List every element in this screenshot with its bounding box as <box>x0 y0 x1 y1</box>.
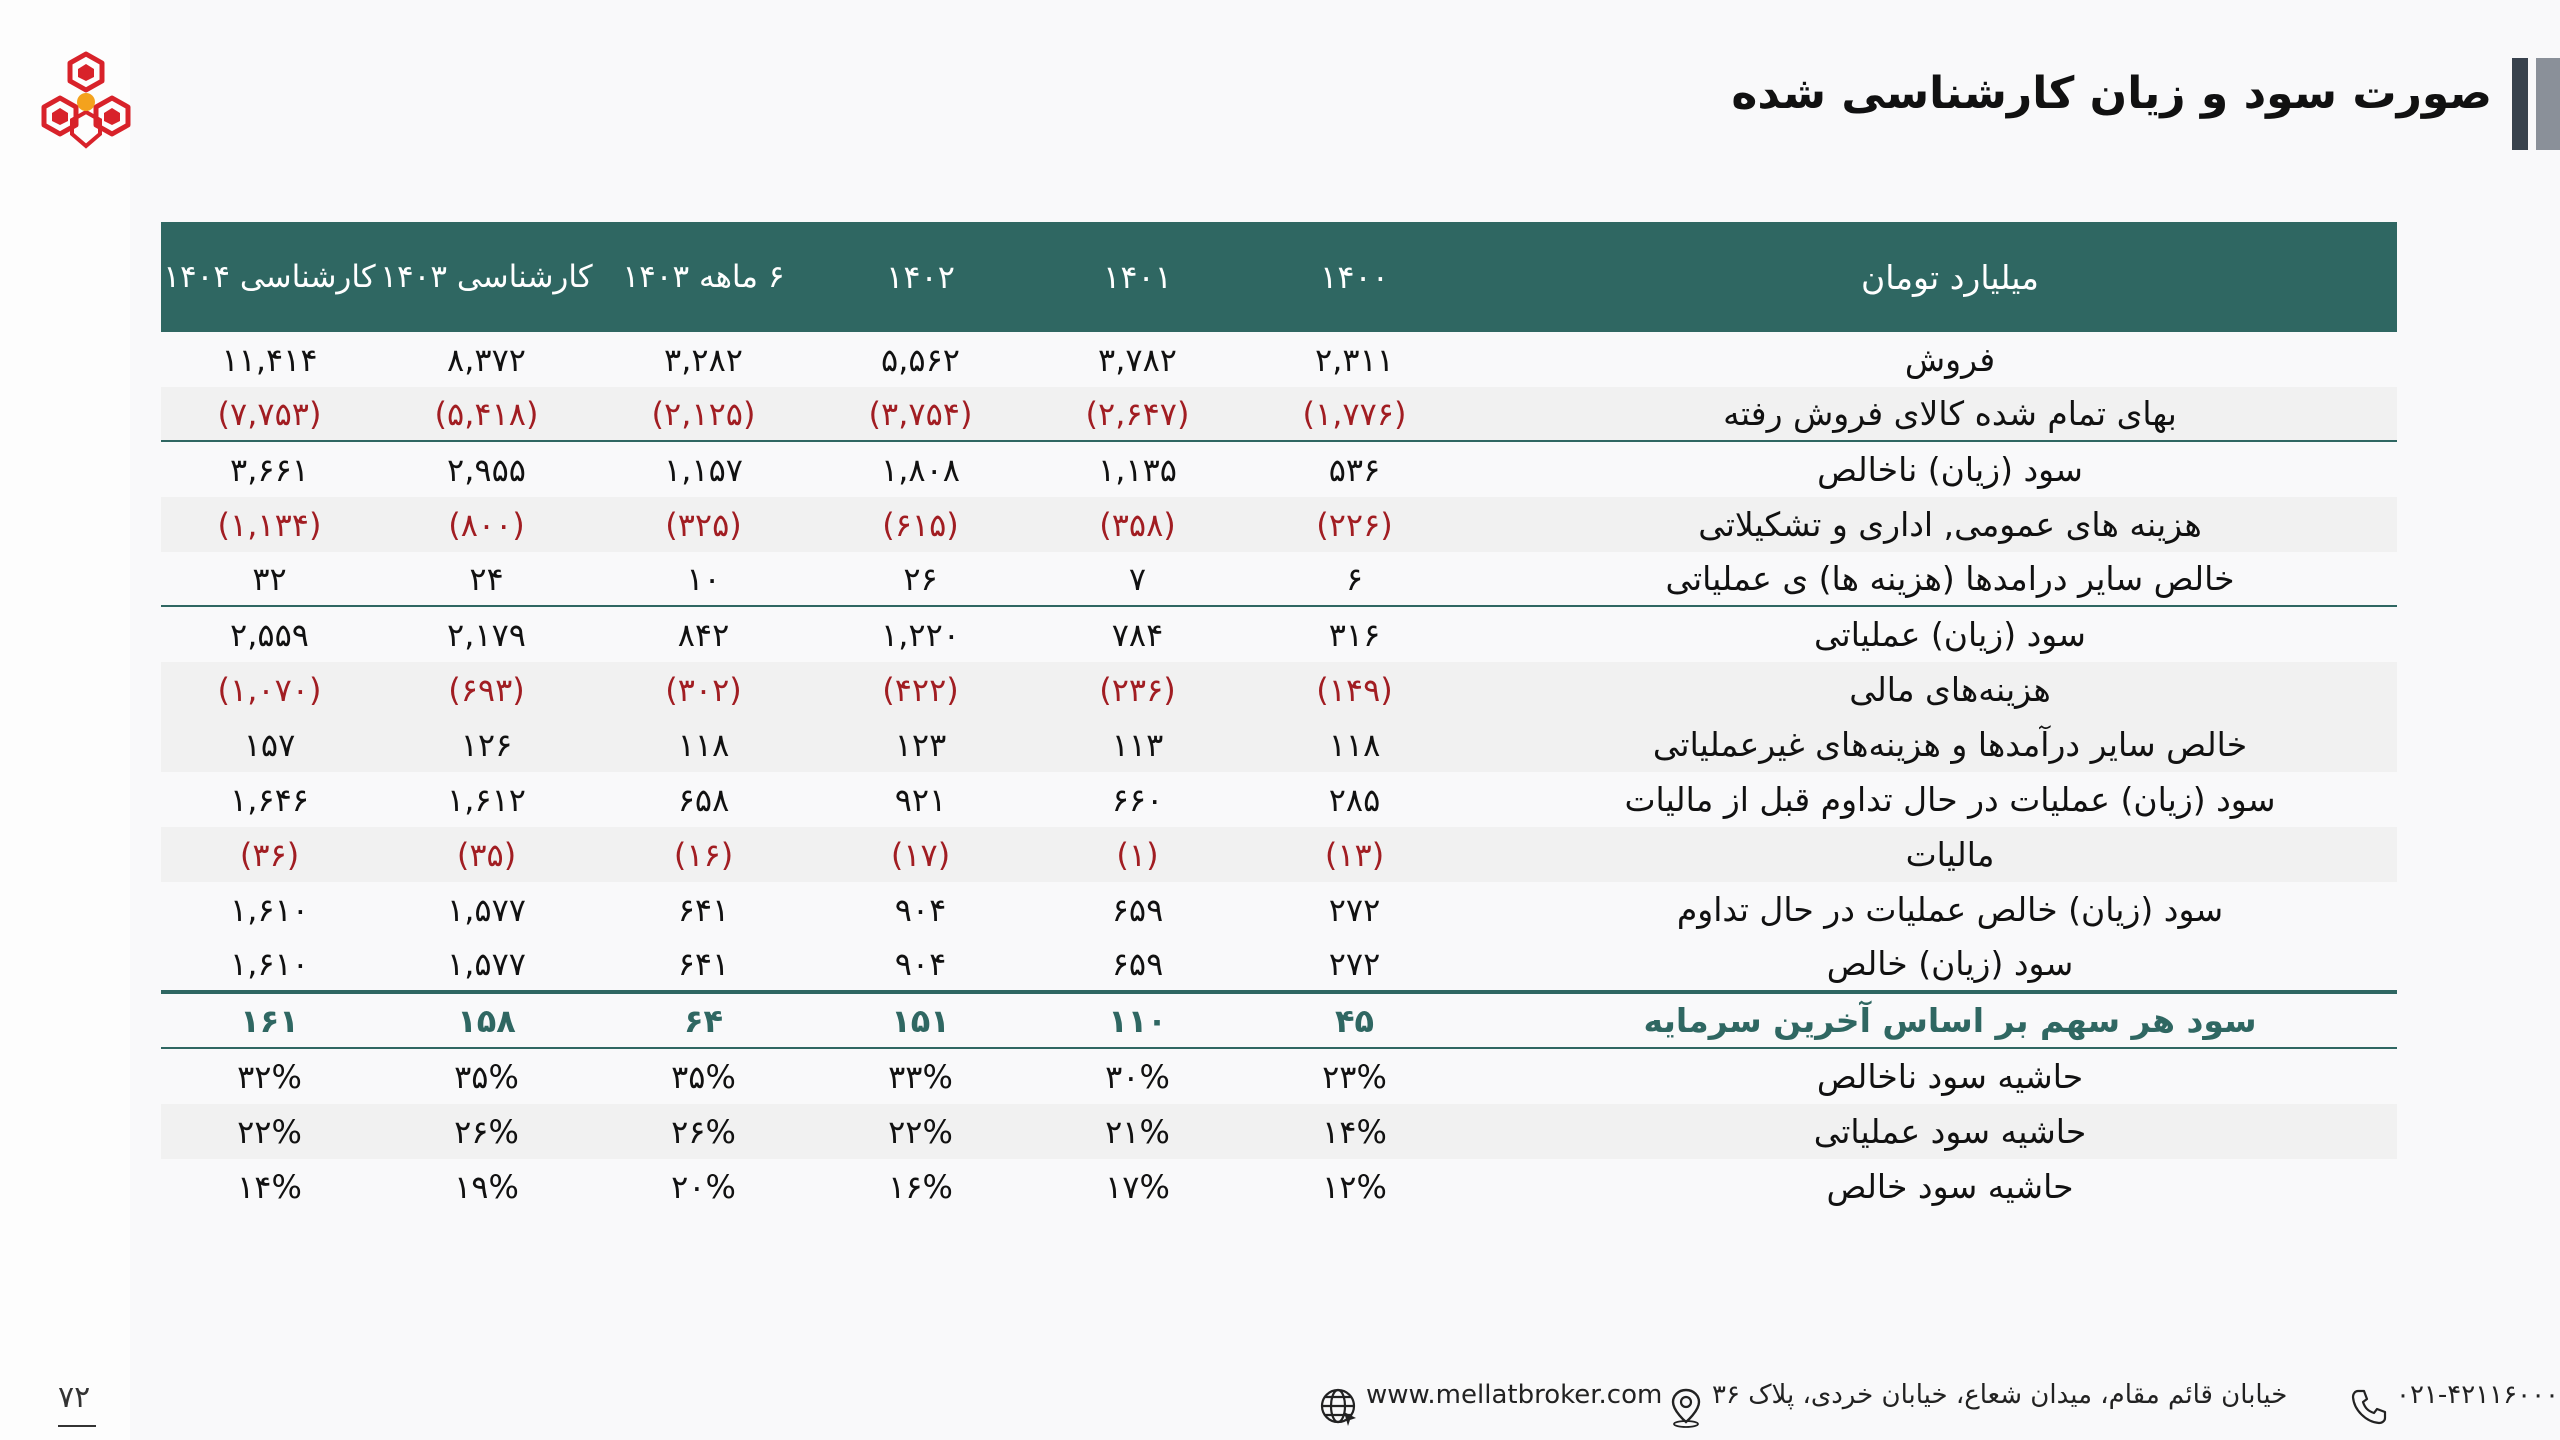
table-cell: ۱,۵۷۷ <box>447 890 526 929</box>
table-row <box>161 1104 2397 1159</box>
row-label: بهای تمام شده کالای فروش رفته <box>1723 394 2177 433</box>
table-cell: ۷۸۴ <box>1111 615 1164 654</box>
table-cell: ۳,۶۶۱ <box>230 450 309 489</box>
table-row <box>161 772 2397 827</box>
row-label: هزینه‌های مالی <box>1849 670 2051 709</box>
table-row <box>161 552 2397 607</box>
table-cell: (۱۷) <box>890 835 951 874</box>
table-cell: ۱۴% <box>237 1167 302 1206</box>
table-cell: ۲۱% <box>1105 1112 1170 1151</box>
table-cell: ۱۱۸ <box>1328 725 1381 764</box>
table-cell: (۶۱۵) <box>882 505 959 544</box>
table-row <box>161 1049 2397 1104</box>
table-cell: ۳۵% <box>454 1057 519 1096</box>
table-cell: ۱,۶۱۰ <box>230 944 309 983</box>
table-cell: ۱۹% <box>454 1167 519 1206</box>
unit-label: میلیارد تومان <box>1861 257 2039 297</box>
table-cell: (۳۵) <box>456 835 517 874</box>
table-cell: ۲,۳۱۱ <box>1315 340 1394 379</box>
table-cell: ۱۲۳ <box>894 725 947 764</box>
table-row <box>161 387 2397 442</box>
table-cell: ۱۱۳ <box>1111 725 1164 764</box>
table-cell: ۱۴% <box>1322 1112 1387 1151</box>
table-cell: ۳۲ <box>252 559 287 598</box>
table-row <box>161 607 2397 662</box>
table-cell: ۲۷۲ <box>1328 944 1381 983</box>
table-cell: ۱۵۷ <box>243 725 296 764</box>
table-cell: ۱,۱۵۷ <box>664 450 743 489</box>
table-cell: (۳۵۸) <box>1099 505 1176 544</box>
table-cell: (۱,۷۷۶) <box>1302 394 1407 433</box>
table-cell: ۱,۶۱۲ <box>447 780 526 819</box>
phone-icon <box>2348 1386 2390 1428</box>
table-cell: (۲,۶۴۷) <box>1085 394 1190 433</box>
row-label: سود (زیان) ناخالص <box>1817 450 2083 489</box>
table-cell: ۲,۱۷۹ <box>447 615 526 654</box>
row-label: فروش <box>1904 340 1996 379</box>
table-cell: ۶۴۱ <box>677 944 730 983</box>
table-cell: ۱۰ <box>686 559 721 598</box>
table-cell: ۱,۲۲۰ <box>881 615 960 654</box>
row-label: سود (زیان) خالص <box>1826 944 2074 983</box>
page-number: ۷۲ <box>58 1380 91 1415</box>
table-cell: ۱۵۸ <box>457 1001 516 1040</box>
table-row <box>161 937 2397 992</box>
table-cell: (۱,۱۳۴) <box>217 505 322 544</box>
row-label: خالص سایر درآمدها و هزینه‌های غیرعملیاتی <box>1652 725 2248 764</box>
income-statement-table <box>161 222 2397 1214</box>
table-cell: ۶۵۹ <box>1111 944 1164 983</box>
location-pin-icon <box>1665 1386 1707 1428</box>
table-cell: ۷ <box>1128 559 1147 598</box>
table-cell: ۲۶% <box>671 1112 736 1151</box>
table-cell: ۱۱۸ <box>677 725 730 764</box>
table-cell: ۲۲% <box>237 1112 302 1151</box>
page-title: صورت سود و زیان کارشناسی شده <box>1731 68 2492 119</box>
table-cell: ۹۰۴ <box>894 944 947 983</box>
table-cell: ۳۲% <box>237 1057 302 1096</box>
column-header: ۶ ماهه ۱۴۰۳ <box>622 259 785 295</box>
table-cell: ۲,۹۵۵ <box>447 450 526 489</box>
table-cell: ۱,۶۱۰ <box>230 890 309 929</box>
table-row <box>161 882 2397 937</box>
column-header: کارشناسی ۱۴۰۳ <box>380 259 593 295</box>
table-cell: ۲۲% <box>888 1112 953 1151</box>
table-cell: ۱,۶۴۶ <box>230 780 309 819</box>
table-row <box>161 662 2397 717</box>
table-cell: ۶ <box>1345 559 1364 598</box>
table-cell: ۶۵۹ <box>1111 890 1164 929</box>
table-cell: ۶۵۸ <box>677 780 730 819</box>
table-cell: ۲۴ <box>469 559 504 598</box>
table-cell: (۱۳) <box>1324 835 1385 874</box>
row-label: سود (زیان) عملیاتی <box>1814 615 2086 654</box>
address-text: خیابان قائم مقام، میدان شعاع، خیابان خردی، پلاک ۳۶ <box>1712 1380 2288 1410</box>
table-row <box>161 497 2397 552</box>
row-label: حاشیه سود عملیاتی <box>1813 1112 2087 1151</box>
table-cell: ۱۱۰ <box>1108 1001 1167 1040</box>
table-cell: ۶۴۱ <box>677 890 730 929</box>
table-row <box>161 992 2397 1049</box>
table-row <box>161 332 2397 387</box>
title-accent-bars <box>2512 58 2560 150</box>
table-cell: (۳,۷۵۴) <box>868 394 973 433</box>
table-cell: (۳۲۵) <box>665 505 742 544</box>
website-link[interactable]: www.mellatbroker.com <box>1366 1380 1663 1410</box>
table-cell: (۲۳۶) <box>1099 670 1176 709</box>
table-cell: ۲۸۵ <box>1328 780 1381 819</box>
column-header: ۱۴۰۱ <box>1103 258 1172 296</box>
row-label: خالص سایر درامدها (هزینه ها) ی عملیاتی <box>1665 559 2235 598</box>
table-cell: (۱۶) <box>673 835 734 874</box>
table-cell: (۱,۰۷۰) <box>217 670 322 709</box>
row-label: هزینه های عمومی, اداری و تشکیلاتی <box>1698 505 2202 544</box>
table-cell: ۴۵ <box>1334 1001 1375 1040</box>
table-cell: ۱,۸۰۸ <box>881 450 960 489</box>
table-cell: ۱۱,۴۱۴ <box>221 340 318 379</box>
table-cell: ۳۰% <box>1105 1057 1170 1096</box>
table-cell: (۸۰۰) <box>448 505 525 544</box>
table-row <box>161 442 2397 497</box>
table-cell: ۳,۲۸۲ <box>664 340 743 379</box>
table-cell: (۳۶) <box>239 835 300 874</box>
phone-number[interactable]: ۰۲۱-۴۲۱۱۶۰۰۰ <box>2396 1380 2559 1410</box>
table-cell: ۵,۵۶۲ <box>881 340 960 379</box>
table-cell: ۳۱۶ <box>1328 615 1381 654</box>
page-number-underline <box>58 1425 96 1427</box>
table-cell: ۱۵۱ <box>891 1001 950 1040</box>
row-label: سود هر سهم بر اساس آخرین سرمایه <box>1643 1001 2257 1040</box>
table-row <box>161 1159 2397 1214</box>
table-cell: ۱۲% <box>1322 1167 1387 1206</box>
table-header <box>161 222 2397 332</box>
table-cell: (۶۹۳) <box>448 670 525 709</box>
table-cell: ۹۲۱ <box>894 780 947 819</box>
column-header: کارشناسی ۱۴۰۴ <box>163 259 376 295</box>
table-cell: ۲۳% <box>1322 1057 1387 1096</box>
table-cell: ۱۶۱ <box>240 1001 299 1040</box>
table-cell: (۲۲۶) <box>1316 505 1393 544</box>
table-cell: ۶۶۰ <box>1111 780 1164 819</box>
table-cell: ۲,۵۵۹ <box>230 615 309 654</box>
mellat-logo-icon <box>40 50 132 150</box>
table-cell: ۲۶% <box>454 1112 519 1151</box>
table-row <box>161 827 2397 882</box>
table-cell: ۱۷% <box>1105 1167 1170 1206</box>
table-cell: ۸۴۲ <box>677 615 730 654</box>
table-cell: ۱۶% <box>888 1167 953 1206</box>
row-label: حاشیه سود خالص <box>1826 1167 2074 1206</box>
table-cell: ۱,۵۷۷ <box>447 944 526 983</box>
globe-icon <box>1318 1386 1360 1428</box>
table-cell: ۸,۳۷۲ <box>447 340 526 379</box>
table-cell: (۳۰۲) <box>665 670 742 709</box>
table-cell: ۲۶ <box>903 559 938 598</box>
table-cell: ۳۳% <box>888 1057 953 1096</box>
table-cell: ۶۴ <box>683 1001 724 1040</box>
table-cell: ۲۷۲ <box>1328 890 1381 929</box>
table-cell: ۲۰% <box>671 1167 736 1206</box>
table-row <box>161 717 2397 772</box>
column-header: ۱۴۰۰ <box>1320 258 1389 296</box>
table-cell: ۳,۷۸۲ <box>1098 340 1177 379</box>
table-cell: ۱,۱۳۵ <box>1098 450 1177 489</box>
table-cell: ۹۰۴ <box>894 890 947 929</box>
table-cell: (۵,۴۱۸) <box>434 394 539 433</box>
row-label: حاشیه سود ناخالص <box>1816 1057 2084 1096</box>
row-label: مالیات <box>1905 835 1995 874</box>
table-cell: ۳۵% <box>671 1057 736 1096</box>
table-cell: ۱۲۶ <box>460 725 513 764</box>
table-cell: (۱) <box>1116 835 1159 874</box>
table-cell: ۵۳۶ <box>1328 450 1381 489</box>
column-header: ۱۴۰۲ <box>886 258 955 296</box>
row-label: سود (زیان) عملیات در حال تداوم قبل از مالیات <box>1624 780 2276 819</box>
table-body <box>161 332 2397 1214</box>
table-cell: (۴۲۲) <box>882 670 959 709</box>
row-label: سود (زیان) خالص عملیات در حال تداوم <box>1676 890 2224 929</box>
table-cell: (۷,۷۵۳) <box>217 394 322 433</box>
table-cell: (۱۴۹) <box>1316 670 1393 709</box>
table-cell: (۲,۱۲۵) <box>651 394 756 433</box>
